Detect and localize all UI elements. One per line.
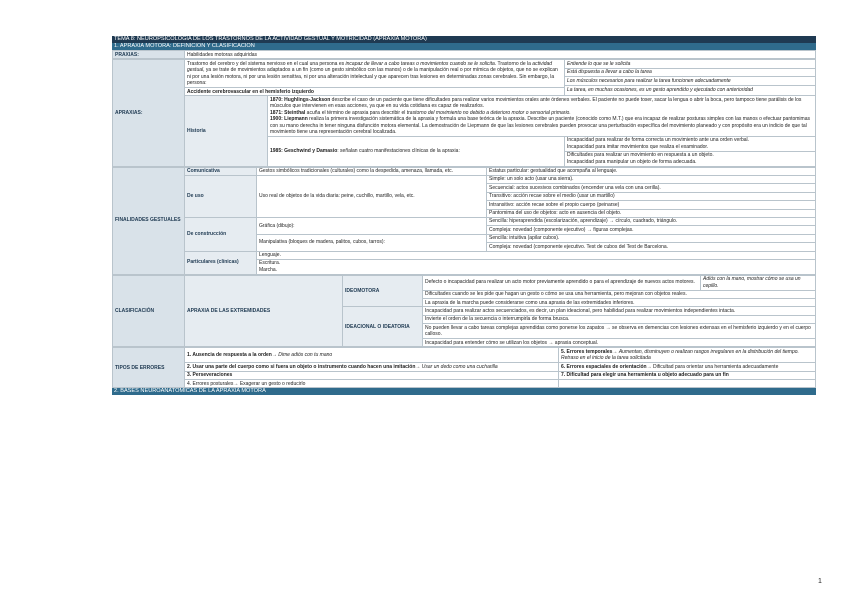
page-number: 1 bbox=[818, 578, 822, 585]
history-1871-title: 1871: Steinthal bbox=[270, 109, 306, 116]
document-title: TEMA 8: NEUROPSICOLOGÍA DE LOS TRASTORNOS DE LA ACTIVIDAD GESTUAL Y MOTRICIDAD (APRAXIA MOTORA) bbox=[112, 36, 816, 43]
error-example: Dime adiós con tu mano bbox=[278, 352, 333, 359]
history-1985-title: 1985: Geschwind y Damasio bbox=[270, 147, 338, 154]
grafica-text: Gráfica (dibujo): bbox=[257, 217, 487, 234]
praxias-row bbox=[113, 51, 816, 59]
uso-item: Intransitivo: acción recae sobre el propio cuerpo (peinarse) bbox=[487, 201, 816, 209]
manifestation-list bbox=[565, 151, 816, 166]
history-1900-text: realiza la primera investigación sistemática de la apraxia y formula una base teórica de la apraxia. Describe un paciente (conocido como M.T.) que era incapaz de realizar posturas simples con las manos o efectuar pantomimas con su mano derecha in tener ninguna disfunción motora elemental. La demostración de Liepmann de que las lesiones cerebrales pueden provocar una perturbación específica del movimiento planeado y con propósito era un indicio de que tal movimiento tiene una representación cerebral localizada. bbox=[270, 116, 810, 135]
history-1871-italic: trastorno del movimiento no debido a deterioro motor o sensorial primario. bbox=[406, 109, 571, 116]
ideomotora-label: IDEOMOTORA bbox=[343, 275, 423, 307]
apraxias-table bbox=[112, 59, 816, 166]
arrow-icon bbox=[233, 381, 238, 387]
ideomotora-note: Adiós con la mano, mostrar cómo se usa un cepillo. bbox=[701, 275, 816, 290]
manifestation-item: Incapacidad para manipular un objeto de forma adecuada. bbox=[567, 158, 697, 165]
error-5 bbox=[559, 348, 816, 363]
uso-text: Uso real de objetos de la vida diaria: peine, cuchillo, martillo, vela, etc. bbox=[257, 175, 487, 217]
definition-italic: actividad gestual bbox=[187, 60, 553, 74]
error-title: 1. Ausencia de respuesta a la orden bbox=[187, 352, 272, 359]
history-1985 bbox=[268, 136, 565, 166]
grafica-item: Sencilla: hiperaprendida (escolarización, aprendizaje) → círculo, cuadrado, triángulo. bbox=[487, 217, 816, 225]
apraxia-note: Está dispuesta a llevar a cabo la tarea bbox=[565, 68, 816, 76]
error-7 bbox=[559, 371, 816, 379]
arrow-icon bbox=[612, 349, 617, 355]
error-example: Dificultad para orientar una herramienta adecuadamente bbox=[653, 363, 779, 370]
finalidades-label: FINALIDADES GESTUALES bbox=[113, 167, 185, 274]
error-title: 3. Perseveraciones bbox=[187, 372, 233, 379]
particulares-item: Lenguaje. bbox=[257, 251, 816, 259]
ideacional-item: Invierte el orden de la secuencia o interrumpirla de forma brusca. bbox=[423, 315, 816, 323]
comunicativa-label: Comunicativa bbox=[185, 167, 257, 175]
finalidades-table bbox=[112, 167, 816, 275]
uso-item: Simple: un solo acto (usar una sierra). bbox=[487, 175, 816, 183]
manipulativa-item: Compleja: novedad (componente ejecutivo. Test de cubos del Test de Barcelona. bbox=[487, 243, 816, 251]
apraxias-definition bbox=[185, 60, 565, 88]
praxias-text: Habilidades motoras adquiridas bbox=[185, 51, 816, 59]
comunicativa-text: Gestos simbólicos tradicionales (culturales) como la despedida, amenaza, llamada, etc. bbox=[257, 167, 487, 175]
clasificacion-table bbox=[112, 275, 816, 348]
error-example: Aumentan, disminuyen o realizan rasgos irregulares en la distribución del tiempo. Retraso en el inicio de la tarea solicitada bbox=[561, 348, 799, 362]
section-heading-1: 1. APRAXIA MOTORA: DEFINICIÓN Y CLASIFICACIÓN bbox=[112, 43, 816, 50]
ideomotora-item: Dificultades cuando se les pide que hagan un gesto o cómo se usa una herramienta, pero mejoran con objetos reales. bbox=[423, 290, 816, 298]
error-title: 2. Usar una parte del cuerpo como si fuera un objeto o instrumento cuando hacen una imitación bbox=[187, 363, 416, 370]
uso-label: De uso bbox=[185, 175, 257, 217]
manipulativa-item: Sencilla: intuitiva (apilar cubos). bbox=[487, 234, 816, 242]
errores-table bbox=[112, 347, 816, 388]
history-1871-text: acuña el término de apraxia para describir el bbox=[305, 109, 407, 116]
uso-item: Pantomima del uso de objetos: acto en ausencia del objeto. bbox=[487, 209, 816, 217]
error-example: Exagerar un gesto o reducirlo bbox=[239, 380, 306, 387]
document-page bbox=[112, 36, 816, 395]
definition-part: . Trastorno de la bbox=[494, 60, 533, 67]
error-title: 5. Errores temporales bbox=[561, 348, 613, 355]
comunicativa-note: Estatus particular: gestualidad que acompaña al lenguaje. bbox=[487, 167, 816, 175]
error-title: 6. Errores espaciales de orientación bbox=[561, 363, 647, 370]
uso-item: Secuencial: actos sucesivos combinados (encender una vela con una cerilla). bbox=[487, 184, 816, 192]
error-title: 4. Errores posturales bbox=[187, 380, 234, 387]
praxias-table bbox=[112, 50, 816, 59]
history-1900-title: 1900: Liepmann bbox=[270, 116, 308, 123]
ideomotora-item: La apraxia de la marcha puede considerarse como una apraxia de las extremidades inferiores. bbox=[423, 299, 816, 307]
error-example: Usar un dedo como una cucharilla bbox=[421, 363, 498, 370]
history-1870-text: describe el caso de un paciente que tiene dificultades para realizar varios movimientos orales ante órdenes verbales. El paciente no puede toser, sacar la lengua o abrir la boca, pero tampoco tiene parálisis de los músculos que intervienen en esas acciones, ya que en su vida cotidiana es capaz de realizarlos. bbox=[270, 96, 802, 110]
error-2 bbox=[185, 363, 559, 371]
error-1 bbox=[185, 348, 559, 363]
clasificacion-label: CLASIFICACIÓN bbox=[113, 275, 185, 347]
history-early bbox=[268, 96, 816, 136]
grafica-item: Compleja: novedad (componente ejecutivo) → figuras complejas. bbox=[487, 226, 816, 234]
arrow-icon bbox=[647, 364, 652, 370]
apraxia-cause bbox=[185, 88, 565, 96]
construccion-label: De construcción bbox=[185, 217, 257, 251]
apraxias-label: APRAXIAS: bbox=[113, 60, 185, 166]
arrow-icon bbox=[415, 364, 420, 370]
extremidades-label: APRAXIA DE LAS EXTREMIDADES bbox=[185, 275, 343, 347]
manifestation-item: Dificultades para realizar un movimiento en respuesta a un objeto. bbox=[567, 152, 714, 159]
ideacional-label: IDEACIONAL O IDEATORIA bbox=[343, 307, 423, 347]
manifestation-list bbox=[565, 136, 816, 151]
ideacional-item: No pueden llevar a cabo tareas complejas aprendidas como ponerse los zapatos → se observa en demencias con lesiones extensas en el hemisferio izquierdo y en el cuerpo calloso. bbox=[423, 324, 816, 339]
error-empty bbox=[559, 380, 816, 388]
particulares-item: Escritura. bbox=[259, 260, 281, 267]
apraxia-note: La tarea, en muchas ocasiones, es un gesto aprendido y ejecutado con anterioridad bbox=[565, 85, 816, 96]
ideacional-item: Incapacidad para entender cómo se utilizan los objetos → apraxia conceptual. bbox=[423, 339, 816, 347]
error-title: 7. Dificultad para elegir una herramienta u objeto adecuado para un fin bbox=[561, 372, 729, 379]
error-3 bbox=[185, 371, 559, 379]
history-1870-title: 1870: Hughlings-Jackson bbox=[270, 96, 331, 103]
history-label: Historia bbox=[185, 96, 268, 166]
history-1985-text: : señalan cuatro manifestaciones clínicas de la apraxia: bbox=[337, 147, 460, 154]
apraxia-note: Entiende lo que se le solicita bbox=[565, 60, 816, 68]
particulares-item bbox=[257, 259, 816, 274]
error-4 bbox=[185, 380, 559, 388]
uso-item: Transitivo: acción recae sobre el medio (usar un martillo) bbox=[487, 192, 816, 200]
section-heading-2: 2. BASES NEUROANATÓMICAS DE LA APRAXIA MOTORA bbox=[112, 388, 816, 395]
ideacional-item: Incapacidad para realizar actos secuenciados, es decir, un plan ideacional, pero habilidad para realizar movimientos independientes intacta. bbox=[423, 307, 816, 315]
ideomotora-item: Defecto o incapacidad para realizar un acto motor previamente aprendido o para el aprendizaje de nuevos actos motores. bbox=[423, 275, 701, 290]
cause-text: Accidente cerebrovascular en el hemisferio izquierdo bbox=[187, 88, 314, 95]
apraxia-note: Los músculos necesarios para realizar la tarea funcionen adecuadamente bbox=[565, 77, 816, 85]
arrow-icon bbox=[272, 352, 277, 358]
error-6 bbox=[559, 363, 816, 371]
errores-label: TIPOS DE ERRORES bbox=[113, 348, 185, 388]
manifestation-item: Incapacidad para realizar de forma correcta un movimiento ante una orden verbal. bbox=[567, 137, 750, 144]
particulares-label: Particulares (clínicas) bbox=[185, 251, 257, 274]
praxias-label: PRAXIAS: bbox=[113, 51, 185, 59]
definition-italic: incapaz de llevar a cabo tareas o movimientos cuando se le solicita bbox=[345, 60, 495, 67]
definition-part: , ya se trate de movimientos adaptados a un fin (como un gesto simbólico con las manos) o de la manipulación real o por mímica de objetos, que no se explican ni por una lesión motora, ni por una lesión sensitiva, ni por una alteración intelectual y que aparecen tras lesiones en determinadas zonas cerebrales. Sin embargo, la persona: bbox=[187, 67, 558, 87]
manipulativa-text: Manipulativa (bloques de madera, palitos, cubos, tarros): bbox=[257, 234, 487, 251]
particulares-item: Marcha. bbox=[259, 266, 278, 273]
definition-part: Trastorno del cerebro y del sistema nervioso en el cual una persona es bbox=[187, 60, 346, 67]
manifestation-item: Incapacidad para imitar movimientos que realiza el examinador. bbox=[567, 143, 709, 150]
